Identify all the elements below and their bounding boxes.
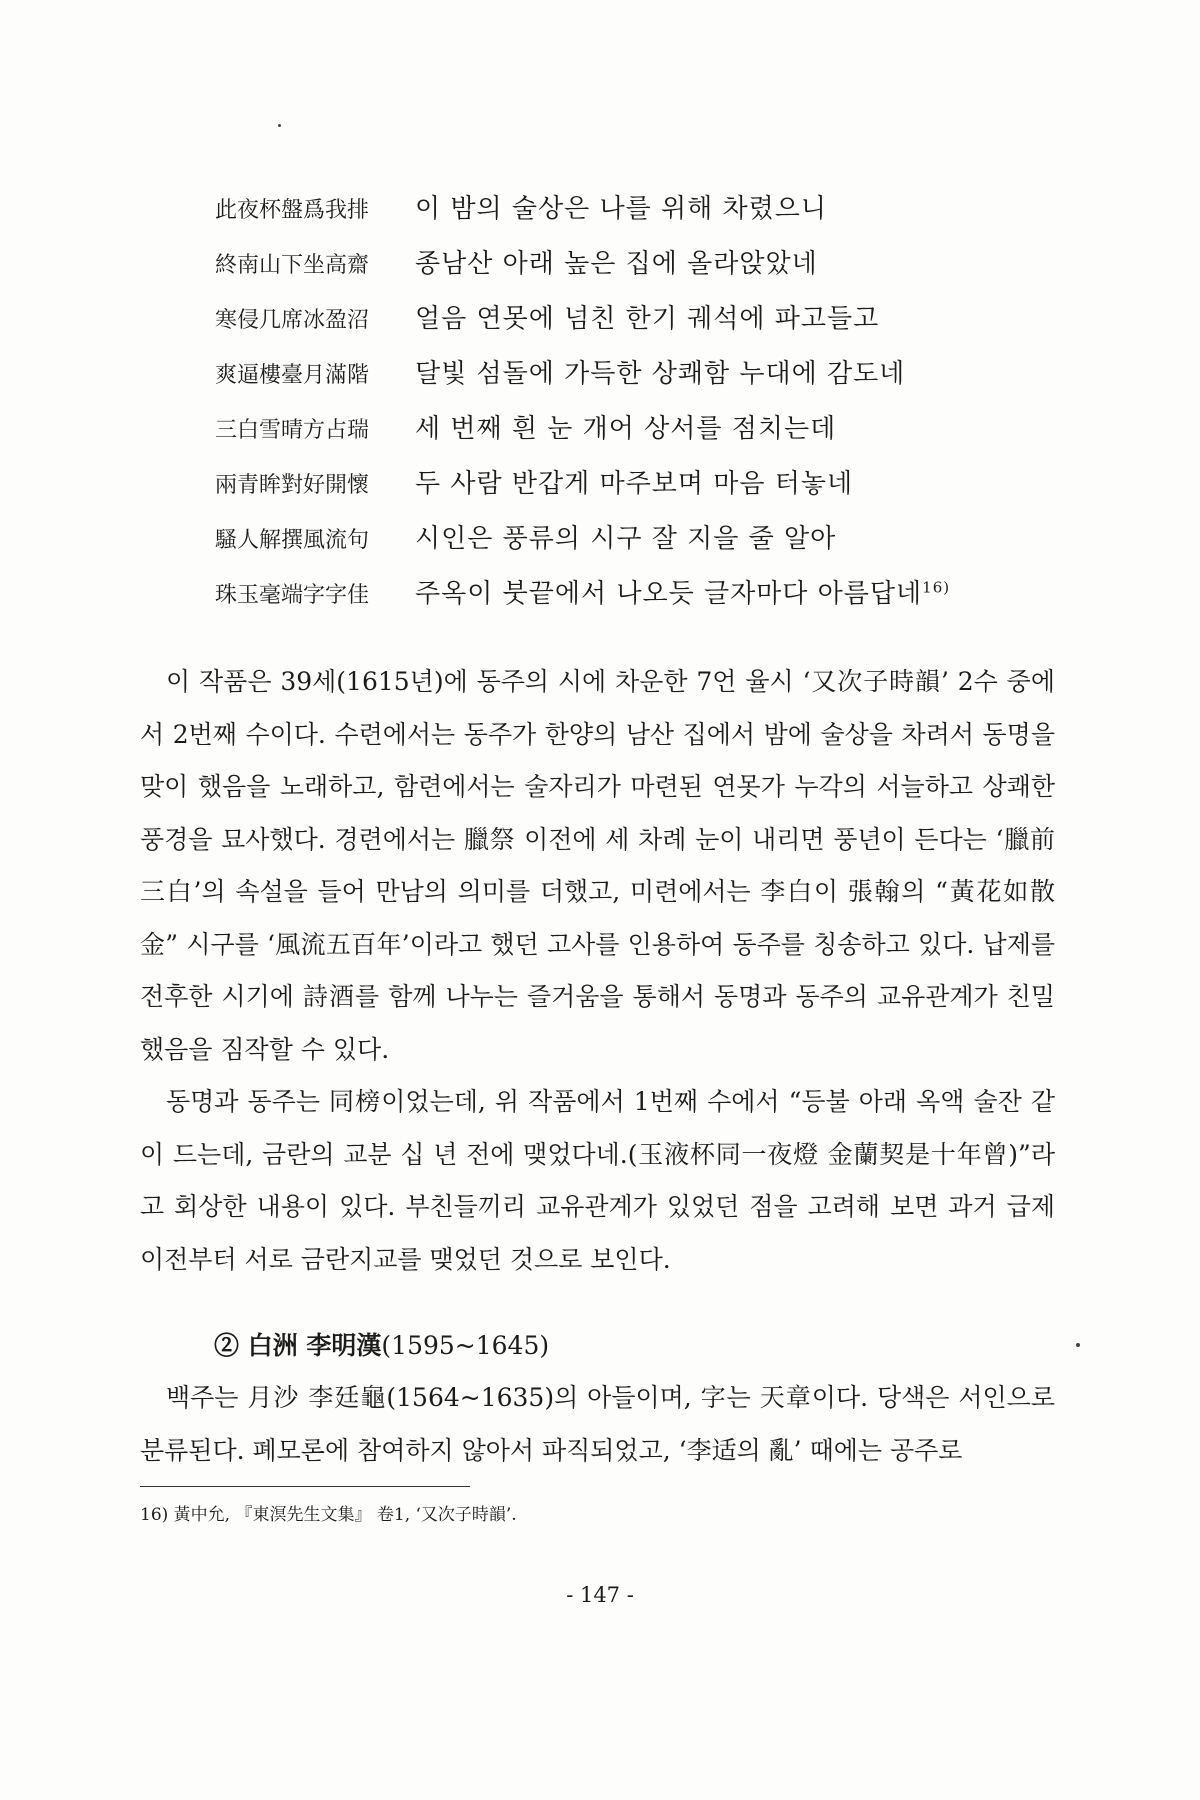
poem-hanja: 騷人解撰風流句	[215, 528, 370, 553]
poem-translation: 종남산 아래 높은 집에 올라앉았네	[415, 249, 818, 279]
poem-line	[215, 243, 1075, 298]
poem-hanja: 爽逼樓臺月滿階	[215, 363, 370, 388]
section-heading	[140, 1320, 1055, 1372]
scan-speck	[278, 124, 281, 127]
footnote-16: 16) 黃中允, 『東溟先生文集』 卷1, ‘又次子時韻’.	[140, 1505, 517, 1525]
poem-line	[215, 408, 1075, 463]
poem-line	[215, 298, 1075, 353]
section-paragraph: 백주는 月沙 李廷龜(1564~1635)의 아들이며, 字는 天章이다. 당색은 서인으로 분류된다. 폐모론에 참여하지 않아서 파직되었고, ‘李适의 亂’ 때에는 공주로	[140, 1383, 1055, 1465]
section-heading-years: (1595~1645)	[381, 1331, 550, 1360]
poem-line	[215, 573, 1075, 628]
poem-line	[215, 463, 1075, 518]
footnote-reference[interactable]: 16)	[922, 578, 951, 597]
poem-translation: 이 밤의 술상은 나를 위해 차렸으니	[415, 194, 827, 224]
section-heading-title: ② 白洲 李明漢	[214, 1331, 382, 1360]
poem-block	[215, 188, 1075, 628]
poem-hanja: 珠玉毫端字字佳	[215, 583, 370, 608]
page-number: - 147 -	[566, 1583, 634, 1607]
body-text	[140, 656, 1055, 1286]
poem-line	[215, 518, 1075, 573]
poem-line	[215, 188, 1075, 243]
poem-line	[215, 353, 1075, 408]
poem-hanja: 三白雪晴方占瑞	[215, 418, 370, 443]
paragraph-relationship: 동명과 동주는 同榜이었는데, 위 작품에서 1번째 수에서 “등불 아래 옥액 술잔 같이 드는데, 금란의 교분 십 년 전에 맺었다네.(玉液杯同一夜燈 金蘭契是十年曾)”라고 회상한 내용이 있다. 부친들끼리 교유관계가 있었던 점을 고려해 보면 과거 급제 이전부터 서로 금란지교를 맺었던 것으로 보인다.	[140, 1087, 1055, 1274]
poem-translation: 두 사람 반갑게 마주보며 마음 터놓네	[415, 469, 854, 499]
poem-translation: 달빛 섬돌에 가득한 상쾌함 누대에 감도네	[415, 359, 906, 389]
section-baekju	[140, 1320, 1055, 1477]
paragraph-analysis: 이 작품은 39세(1615년)에 동주의 시에 차운한 7언 율시 ‘又次子時韻’ 2수 중에서 2번째 수이다. 수련에서는 동주가 한양의 남산 집에서 밤에 술상을 차려서 동명을 맞이 했음을 노래하고, 함련에서는 술자리가 마련된 연못가 누각의 서늘하고 상쾌한 풍경을 묘사했다. 경련에서는 臘祭 이전에 세 차례 눈이 내리면 풍년이 든다는 ‘臘前三白’의 속설을 들어 만남의 의미를 더했고, 미련에서는 李白이 張翰의 “黃花如散金” 시구를 ‘風流五百年’이라고 했던 고사를 인용하여 동주를 칭송하고 있다. 납제를 전후한 시기에 詩酒를 함께 나누는 즐거움을 통해서 동명과 동주의 교유관계가 친밀했음을 짐작할 수 있다.	[140, 667, 1055, 1064]
poem-translation: 얼음 연못에 넘친 한기 궤석에 파고들고	[415, 304, 880, 334]
poem-hanja: 此夜杯盤爲我排	[215, 198, 370, 223]
poem-hanja: 終南山下坐高齋	[215, 253, 370, 278]
poem-translation	[415, 573, 950, 610]
poem-hanja: 兩青眸對好開懷	[215, 473, 370, 498]
poem-hanja: 寒侵几席冰盈沼	[215, 308, 370, 333]
footnote-divider	[140, 1486, 470, 1487]
poem-translation-text: 주옥이 붓끝에서 나오듯 글자마다 아름답네	[415, 579, 923, 609]
poem-translation: 시인은 풍류의 시구 잘 지을 줄 알아	[415, 524, 837, 554]
scan-speck	[1076, 1343, 1080, 1347]
poem-translation: 세 번째 흰 눈 개어 상서를 점치는데	[415, 414, 837, 444]
